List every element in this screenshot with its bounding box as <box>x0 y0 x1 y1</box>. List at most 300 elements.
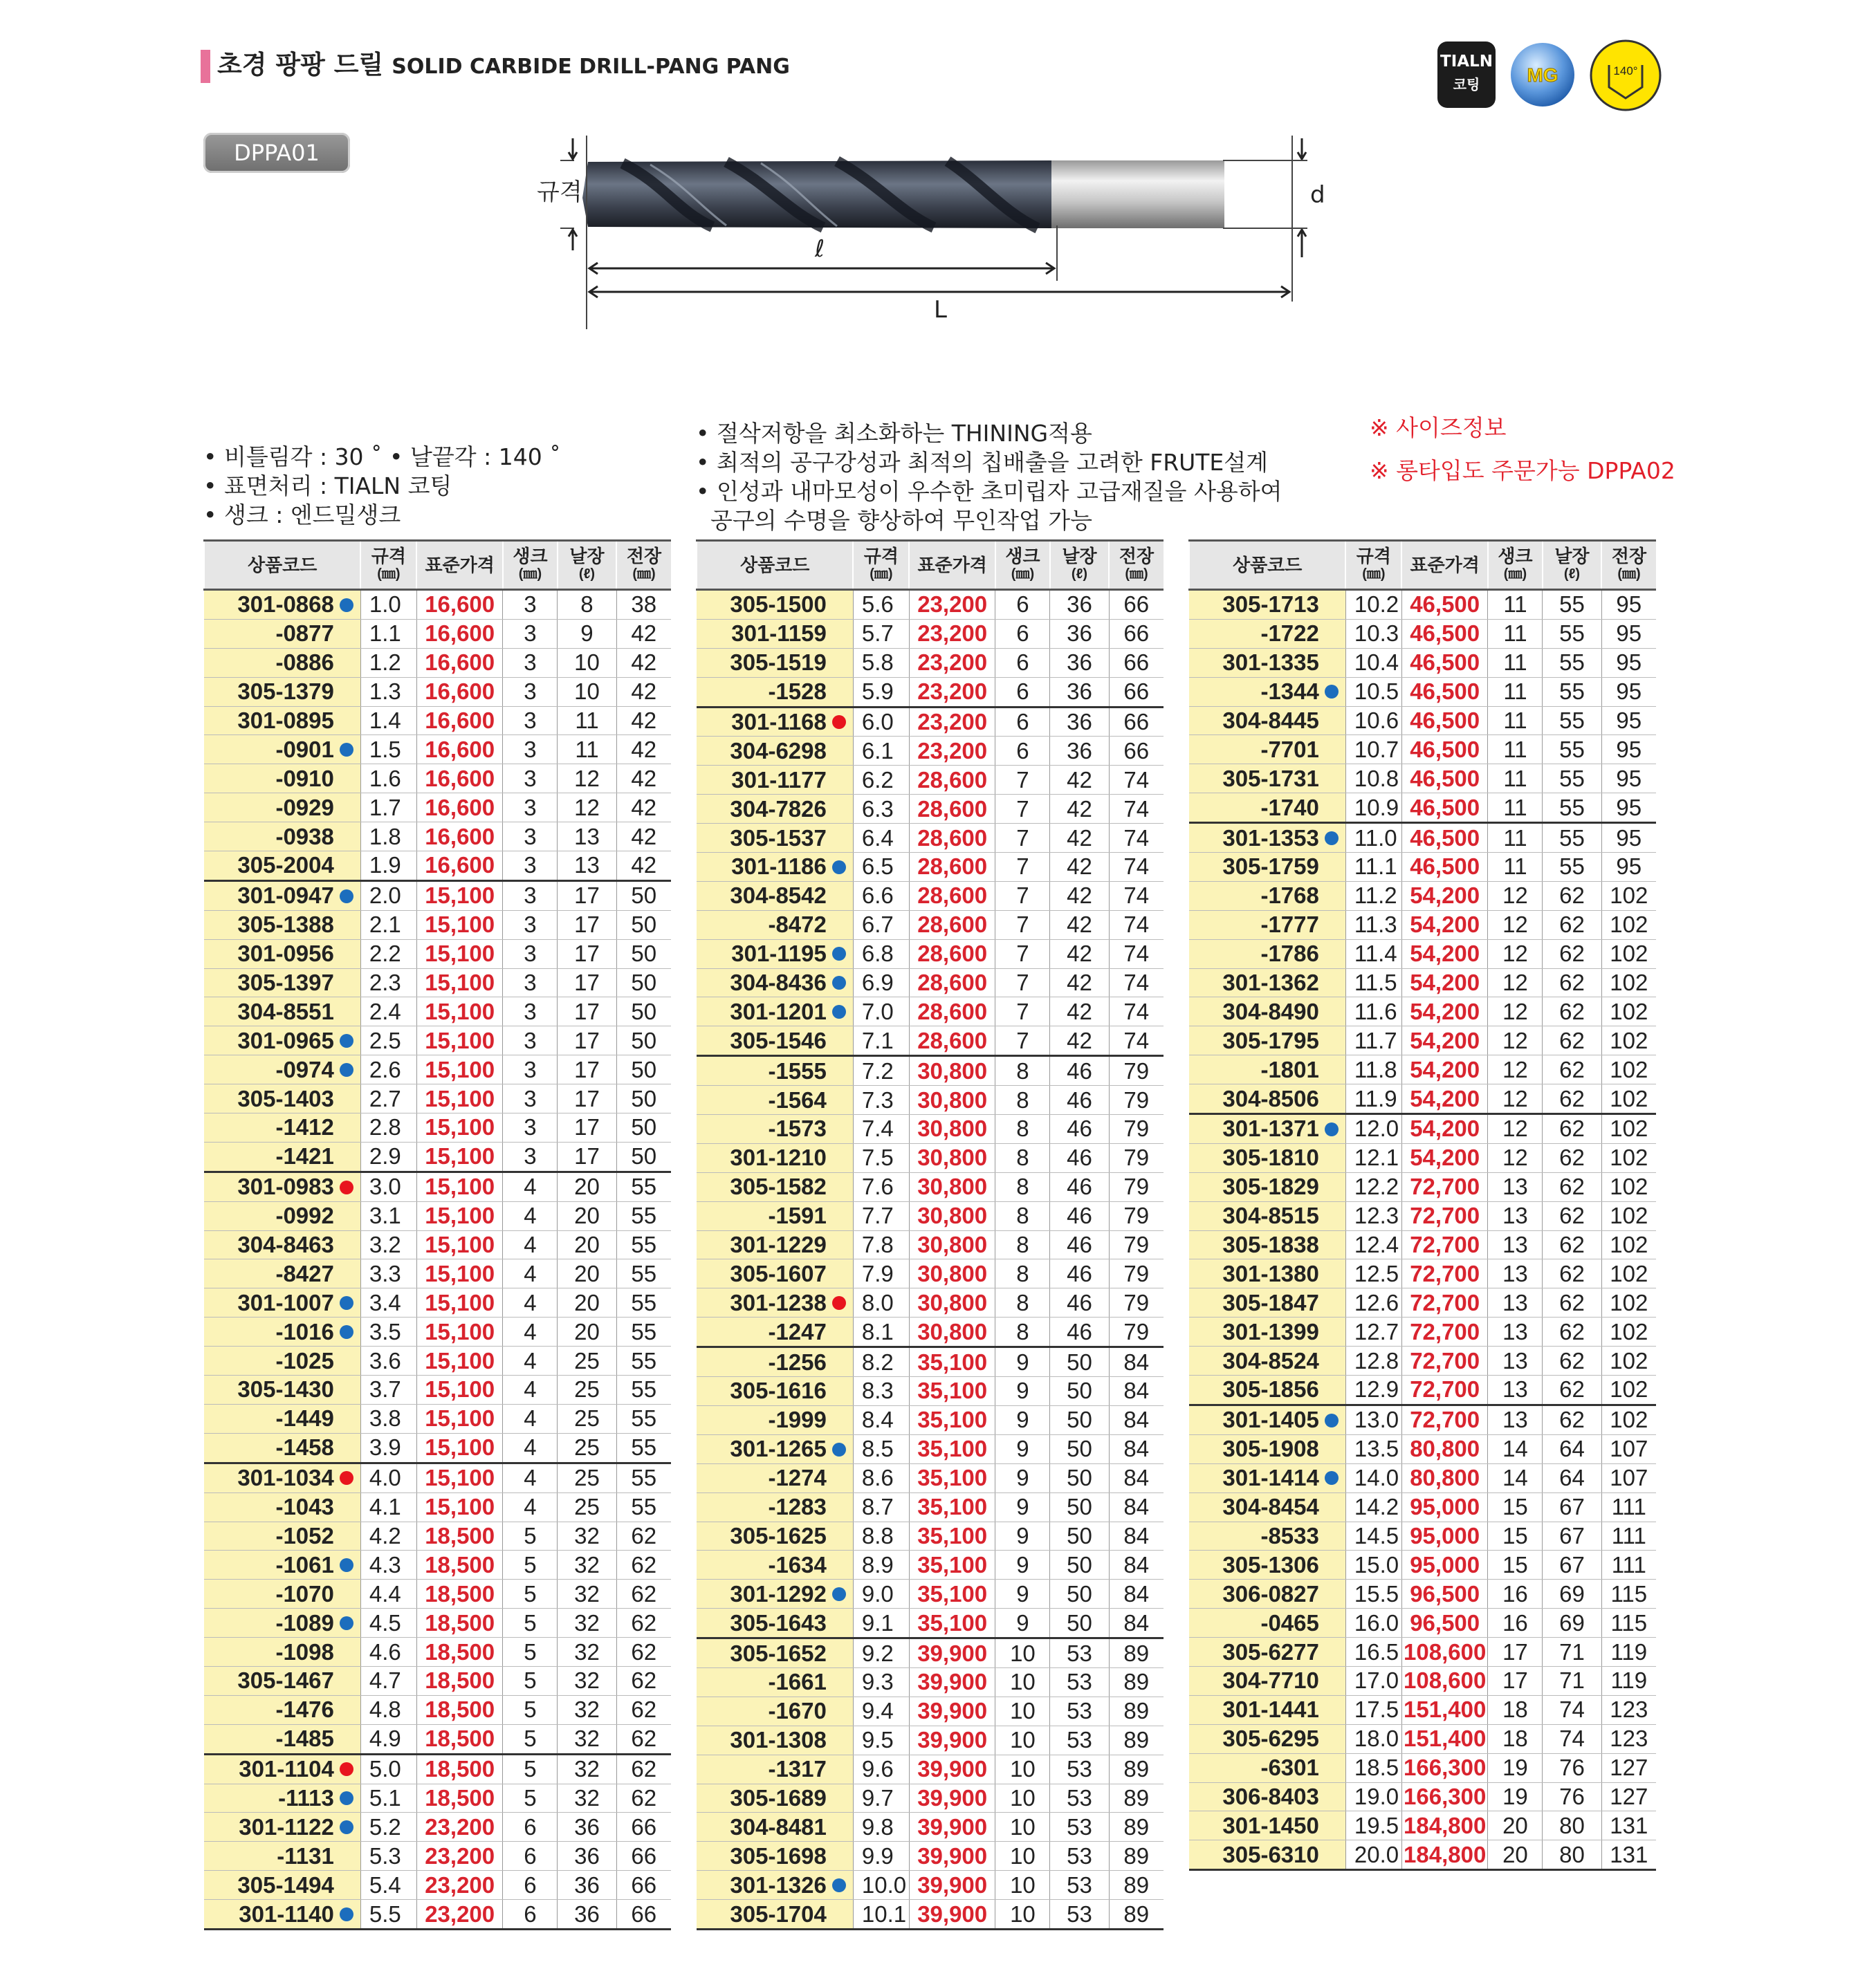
price-value: 108,600 <box>1404 1667 1487 1694</box>
table-row <box>204 1172 671 1201</box>
shank-value-cell <box>503 1347 558 1376</box>
table-row <box>204 1754 671 1784</box>
shank-value-cell <box>503 1900 558 1930</box>
product-code: 301-1195 <box>731 941 827 967</box>
product-code: -1786 <box>1260 941 1319 967</box>
price-value: 184,800 <box>1404 1812 1487 1838</box>
product-code-cell <box>204 1463 360 1492</box>
price-value-cell <box>1401 1318 1488 1347</box>
flute-length-value-cell <box>558 1551 616 1580</box>
flute-length-value: 12 <box>574 794 600 820</box>
shank-value: 3 <box>524 794 537 820</box>
total-length-value-cell <box>1601 1084 1656 1114</box>
price-value: 39,900 <box>917 1842 988 1869</box>
product-code-cell <box>204 1492 360 1522</box>
product-code-cell <box>204 1842 360 1871</box>
size-value: 14.5 <box>1354 1522 1399 1549</box>
flute-length-value-cell <box>558 1609 616 1638</box>
flute-length-value-cell <box>1050 766 1109 795</box>
total-length-value-cell <box>616 1724 671 1754</box>
price-value-cell <box>416 1259 503 1288</box>
total-length-value: 102 <box>1610 1145 1648 1171</box>
total-length-value-cell <box>616 1551 671 1580</box>
price-value: 18,500 <box>425 1667 495 1694</box>
shank-value-cell <box>1488 1084 1543 1114</box>
size-value-cell <box>360 1201 416 1230</box>
product-code: 305-1616 <box>730 1378 827 1404</box>
header-shank-text: (㎜) <box>1503 566 1527 582</box>
total-length-value-cell <box>616 1842 671 1871</box>
shank-value: 10 <box>1010 1698 1036 1724</box>
shank-value: 9 <box>1016 1436 1029 1462</box>
header-shank-text: 생크 <box>1498 546 1533 566</box>
table-row <box>1189 881 1656 910</box>
shank-value-cell <box>995 1347 1050 1377</box>
price-value: 23,200 <box>917 709 988 734</box>
size-value-cell <box>853 853 909 882</box>
total-length-value: 84 <box>1123 1407 1150 1433</box>
total-length-value-cell <box>1109 1172 1164 1201</box>
price-value: 54,200 <box>1410 1085 1480 1111</box>
product-code-cell <box>1189 1143 1345 1172</box>
size-value-cell <box>1345 1811 1401 1840</box>
size-value-cell <box>853 1784 909 1813</box>
shank-value-cell <box>995 1172 1050 1201</box>
product-code: 301-1414 <box>1222 1465 1319 1491</box>
size-value: 10.7 <box>1354 736 1399 762</box>
price-value-cell <box>416 822 503 851</box>
flute-length-value-cell <box>1050 1318 1109 1347</box>
product-code: 305-1829 <box>1222 1174 1319 1200</box>
table-row <box>204 735 671 764</box>
table-row <box>1189 853 1656 882</box>
product-code: -1098 <box>275 1638 334 1665</box>
product-code: -1485 <box>275 1726 334 1752</box>
header-price <box>1401 541 1488 590</box>
shank-value: 4 <box>524 1347 537 1374</box>
product-code-cell <box>1189 1522 1345 1551</box>
flute-length-value-cell <box>558 1784 616 1813</box>
total-length-value: 55 <box>631 1405 657 1432</box>
product-code-cell <box>697 997 853 1026</box>
size-value-cell <box>360 1551 416 1580</box>
product-code-cell <box>204 1433 360 1463</box>
flute-length-value: 42 <box>1067 824 1092 851</box>
table-row <box>697 1056 1164 1086</box>
shank-value-cell <box>1488 590 1543 620</box>
total-length-value: 74 <box>1123 795 1150 822</box>
total-length-value: 50 <box>631 1056 657 1082</box>
product-code-cell <box>697 939 853 968</box>
flute-length-value-cell <box>1050 1405 1109 1434</box>
product-code: 301-1177 <box>731 766 827 793</box>
table-row <box>697 619 1164 648</box>
flute-length-value-cell <box>1050 1842 1109 1871</box>
price-value-cell <box>1401 968 1488 997</box>
shank-value-cell <box>1488 968 1543 997</box>
flute-length-value: 62 <box>1559 1174 1585 1200</box>
size-value-cell <box>360 822 416 851</box>
flute-length-value-cell <box>1543 853 1601 882</box>
table-row <box>1189 1318 1656 1347</box>
size-value-cell <box>1345 764 1401 793</box>
size-value: 14.2 <box>1354 1494 1399 1520</box>
product-code-cell <box>204 619 360 648</box>
flute-length-value-cell <box>1543 1782 1601 1811</box>
header-price <box>909 541 995 590</box>
flute-length-value: 36 <box>574 1813 600 1840</box>
price-value-cell <box>416 1026 503 1055</box>
flute-length-value-cell <box>558 677 616 706</box>
shank-value: 4 <box>524 1232 537 1258</box>
price-value-cell <box>1401 881 1488 910</box>
total-length-value: 89 <box>1123 1727 1150 1753</box>
table-row <box>204 997 671 1026</box>
shank-value: 6 <box>1016 620 1029 647</box>
shank-value: 16 <box>1502 1609 1528 1636</box>
table-row <box>1189 1522 1656 1551</box>
flute-length-value-cell <box>1543 1143 1601 1172</box>
price-value-cell <box>1401 1638 1488 1667</box>
size-value: 10.2 <box>1354 591 1399 618</box>
size-value-cell <box>853 1056 909 1086</box>
total-length-value: 42 <box>631 678 657 705</box>
table-row <box>697 1580 1164 1609</box>
flute-length-value-cell <box>1543 1724 1601 1753</box>
price-value: 54,200 <box>1410 912 1480 938</box>
table-row <box>697 968 1164 997</box>
price-value-cell <box>909 1813 995 1842</box>
table-row <box>1189 648 1656 677</box>
flute-length-value: 80 <box>1559 1812 1585 1838</box>
shank-value: 10 <box>1010 1842 1036 1869</box>
price-value: 18,500 <box>425 1609 495 1636</box>
total-length-value: 66 <box>1123 620 1150 647</box>
product-code-cell <box>697 1143 853 1172</box>
product-code: 304-8481 <box>730 1813 827 1840</box>
title-english: SOLID CARBIDE DRILL-PANG PANG <box>392 55 790 79</box>
shank-value-cell <box>995 1318 1050 1347</box>
flute-length-value-cell <box>1050 1347 1109 1377</box>
shank-value: 11 <box>1503 853 1527 880</box>
size-value: 9.0 <box>861 1580 894 1607</box>
price-value: 16,600 <box>425 794 495 820</box>
price-value-cell <box>1401 1782 1488 1811</box>
total-length-value: 74 <box>1123 941 1150 967</box>
shank-value: 9 <box>1016 1522 1029 1549</box>
total-length-value: 50 <box>631 970 657 996</box>
table-row <box>697 1201 1164 1230</box>
flute-length-value-cell <box>1543 1811 1601 1840</box>
size-value: 8.9 <box>861 1551 894 1578</box>
total-length-value: 62 <box>631 1726 657 1752</box>
price-value-cell <box>416 590 503 620</box>
product-code: -1421 <box>275 1143 334 1170</box>
size-value: 4.7 <box>369 1667 401 1694</box>
shank-value-cell <box>995 1086 1050 1115</box>
total-length-value: 102 <box>1610 1056 1648 1082</box>
price-value: 18,500 <box>425 1726 495 1752</box>
product-code-cell <box>697 1667 853 1697</box>
total-length-value-cell <box>616 764 671 793</box>
blue-dot-marker <box>340 1558 353 1572</box>
table-row <box>1189 1492 1656 1522</box>
total-length-value-cell <box>616 1230 671 1259</box>
flute-length-value: 53 <box>1067 1727 1092 1753</box>
flute-length-value: 17 <box>574 912 600 938</box>
size-value-cell <box>853 648 909 677</box>
product-code: 304-8436 <box>730 970 827 996</box>
price-value-cell <box>416 851 503 881</box>
total-length-value-cell <box>1109 1697 1164 1726</box>
product-code-cell <box>1189 939 1345 968</box>
price-value-cell <box>416 1842 503 1871</box>
size-value-cell <box>1345 1405 1401 1434</box>
total-length-value-cell <box>1109 1115 1164 1144</box>
size-value: 5.3 <box>369 1842 401 1869</box>
flute-length-value-cell <box>1543 881 1601 910</box>
flute-length-value: 76 <box>1559 1783 1585 1809</box>
size-value: 5.8 <box>861 649 894 676</box>
size-value-cell <box>360 1055 416 1084</box>
size-value: 18.5 <box>1354 1755 1399 1781</box>
shank-value: 3 <box>524 649 537 676</box>
shank-value-cell <box>995 1871 1050 1900</box>
product-code-cell <box>204 1084 360 1113</box>
total-length-value-cell <box>616 1900 671 1930</box>
total-length-value-cell <box>616 735 671 764</box>
shank-value-cell <box>503 706 558 735</box>
flute-length-value: 53 <box>1067 1640 1092 1666</box>
table-row <box>204 1900 671 1930</box>
total-length-value: 79 <box>1123 1232 1150 1258</box>
shank-value-cell <box>503 1404 558 1433</box>
shank-value-cell <box>995 1026 1050 1056</box>
total-length-value-cell <box>616 1172 671 1201</box>
price-value-cell <box>1401 1026 1488 1055</box>
shank-value-cell <box>1488 997 1543 1026</box>
price-value-cell <box>909 1667 995 1697</box>
table-row <box>697 648 1164 677</box>
flute-length-value-cell <box>1050 1697 1109 1726</box>
price-value-cell <box>1401 1376 1488 1405</box>
table-row <box>697 853 1164 882</box>
flute-length-value-cell <box>1543 1638 1601 1667</box>
size-value-cell <box>1345 1084 1401 1114</box>
price-value: 35,100 <box>917 1465 988 1491</box>
mg-grade-badge <box>1508 40 1577 109</box>
header-shank-text: 생크 <box>513 546 548 566</box>
flute-length-value: 50 <box>1067 1494 1092 1520</box>
flute-length-value: 11 <box>575 708 599 733</box>
size-value-cell <box>360 1813 416 1842</box>
total-length-value: 66 <box>1123 678 1150 705</box>
feature-item: 공구의 수명을 향상하여 무인작업 가능 <box>696 507 1092 534</box>
table-row <box>1189 1782 1656 1811</box>
table-row <box>697 590 1164 620</box>
total-length-value-cell <box>1601 619 1656 648</box>
price-value: 18,500 <box>425 1756 495 1782</box>
shank-value: 9 <box>1016 1580 1029 1607</box>
total-length-value: 84 <box>1123 1436 1150 1462</box>
total-length-value: 79 <box>1123 1087 1150 1113</box>
product-code: -1256 <box>768 1349 827 1375</box>
shank-value: 9 <box>1016 1609 1029 1636</box>
shank-value: 3 <box>524 941 537 967</box>
table-row <box>697 1492 1164 1522</box>
price-value-cell <box>416 648 503 677</box>
flute-length-value-cell <box>558 939 616 968</box>
total-length-value: 66 <box>631 1813 657 1840</box>
shank-value-cell <box>503 793 558 822</box>
shank-value-cell <box>995 795 1050 824</box>
price-value-cell <box>416 1347 503 1376</box>
price-value: 30,800 <box>917 1057 988 1084</box>
price-value: 72,700 <box>1410 1318 1480 1344</box>
flute-length-value-cell <box>1543 1840 1601 1870</box>
shank-value: 10 <box>1010 1901 1036 1927</box>
flute-length-value-cell <box>1050 1580 1109 1609</box>
price-value-cell <box>909 853 995 882</box>
total-length-value-cell <box>1109 968 1164 997</box>
notes <box>1370 407 1675 492</box>
price-value: 15,100 <box>425 1174 495 1200</box>
total-length-value: 42 <box>631 649 657 676</box>
product-code: -1052 <box>275 1522 334 1549</box>
total-length-value: 62 <box>631 1551 657 1578</box>
price-value: 54,200 <box>1410 1027 1480 1053</box>
total-length-value-cell <box>1109 1755 1164 1784</box>
flute-length-value-cell <box>558 851 616 881</box>
flute-length-value: 50 <box>1067 1349 1092 1375</box>
total-length-value: 79 <box>1123 1203 1150 1229</box>
shank-value: 7 <box>1016 941 1029 967</box>
size-value-cell <box>853 1580 909 1609</box>
shank-value: 3 <box>524 765 537 791</box>
flute-length-value-cell <box>1050 997 1109 1026</box>
product-code-cell <box>204 1230 360 1259</box>
shank-value: 20 <box>1502 1841 1528 1867</box>
shank-value: 9 <box>1016 1407 1029 1433</box>
shank-value-cell <box>503 1754 558 1784</box>
shank-value: 12 <box>1502 1056 1528 1082</box>
shank-value-cell <box>503 1113 558 1143</box>
flute-length-value-cell <box>1543 1463 1601 1492</box>
shank-value-cell <box>1488 1434 1543 1463</box>
price-value: 151,400 <box>1404 1697 1487 1723</box>
size-value-cell <box>853 707 909 737</box>
total-length-value-cell <box>616 851 671 881</box>
header-flute-length <box>1050 541 1109 590</box>
flute-length-value: 50 <box>1067 1609 1092 1636</box>
table-row <box>204 793 671 822</box>
flute-length-value: 17 <box>574 941 600 967</box>
flute-length-value: 76 <box>1559 1755 1585 1781</box>
product-code-cell <box>1189 1230 1345 1259</box>
size-value-cell <box>1345 823 1401 853</box>
total-length-value-cell <box>1109 1259 1164 1288</box>
size-value: 11.9 <box>1354 1085 1397 1111</box>
shank-value-cell <box>503 1638 558 1667</box>
flute-length-value: 55 <box>1559 765 1585 791</box>
price-value-cell <box>416 1724 503 1754</box>
flute-length-value: 71 <box>1559 1638 1585 1665</box>
shank-value-cell <box>1488 735 1543 764</box>
header-size-text: 규격 <box>1356 546 1391 566</box>
size-value-cell <box>360 1609 416 1638</box>
price-value: 39,900 <box>917 1698 988 1724</box>
price-value-cell <box>416 1201 503 1230</box>
price-value-cell <box>416 1492 503 1522</box>
flute-length-value: 69 <box>1559 1580 1585 1607</box>
shank-value: 8 <box>1016 1057 1029 1084</box>
header-size <box>1345 541 1401 590</box>
size-value: 3.6 <box>369 1347 401 1374</box>
total-length-value: 55 <box>631 1232 657 1258</box>
size-value-cell <box>853 1813 909 1842</box>
total-length-value: 55 <box>631 1465 657 1491</box>
shank-value: 9 <box>1016 1465 1029 1491</box>
size-value-cell <box>1345 1347 1401 1376</box>
blue-dot-marker <box>832 860 846 874</box>
coating-badge-label: 코팅 <box>1453 76 1480 93</box>
total-length-value-cell <box>1109 881 1164 910</box>
product-code: 301-0868 <box>237 591 334 618</box>
price-value: 28,600 <box>917 970 988 996</box>
header-code <box>697 541 853 590</box>
total-length-value-cell <box>1601 1230 1656 1259</box>
shank-value: 8 <box>1016 1087 1029 1113</box>
size-value-cell <box>853 1434 909 1463</box>
size-value-cell <box>360 1026 416 1055</box>
product-code-cell <box>697 766 853 795</box>
price-value-cell <box>909 1492 995 1522</box>
price-value-cell <box>1401 735 1488 764</box>
total-length-value: 84 <box>1123 1522 1150 1549</box>
shank-value: 16 <box>1502 1580 1528 1607</box>
flute-length-value: 32 <box>574 1522 600 1549</box>
product-code-cell <box>697 1230 853 1259</box>
flute-length-value: 46 <box>1067 1232 1092 1258</box>
size-value-cell <box>1345 1638 1401 1667</box>
total-length-value-cell <box>616 1347 671 1376</box>
total-length-value-cell <box>1601 1259 1656 1288</box>
product-code-cell <box>204 939 360 968</box>
product-code: 301-0947 <box>237 882 334 909</box>
table-row <box>697 1318 1164 1347</box>
shank-value: 6 <box>1016 591 1029 618</box>
total-length-value-cell <box>1601 1201 1656 1230</box>
price-value: 15,100 <box>425 1114 495 1140</box>
header-total-length <box>1109 541 1164 590</box>
shank-value-cell <box>1488 1811 1543 1840</box>
size-value: 12.4 <box>1354 1232 1399 1258</box>
total-length-value: 95 <box>1616 620 1642 647</box>
table-row <box>204 851 671 881</box>
size-arrow-bottom <box>569 230 577 250</box>
shank-value-cell <box>1488 1172 1543 1201</box>
flute-length-value-cell <box>1050 1551 1109 1580</box>
product-code-cell <box>697 1522 853 1551</box>
total-length-value-cell <box>1109 1201 1164 1230</box>
flute-length-value: 62 <box>1559 1260 1585 1286</box>
flute-length-value-cell <box>558 1871 616 1900</box>
product-code-cell <box>1189 1580 1345 1609</box>
shank-value: 10 <box>1010 1756 1036 1782</box>
shank-value-cell <box>503 1288 558 1318</box>
table-row <box>1189 1753 1656 1782</box>
table-row <box>204 1084 671 1113</box>
